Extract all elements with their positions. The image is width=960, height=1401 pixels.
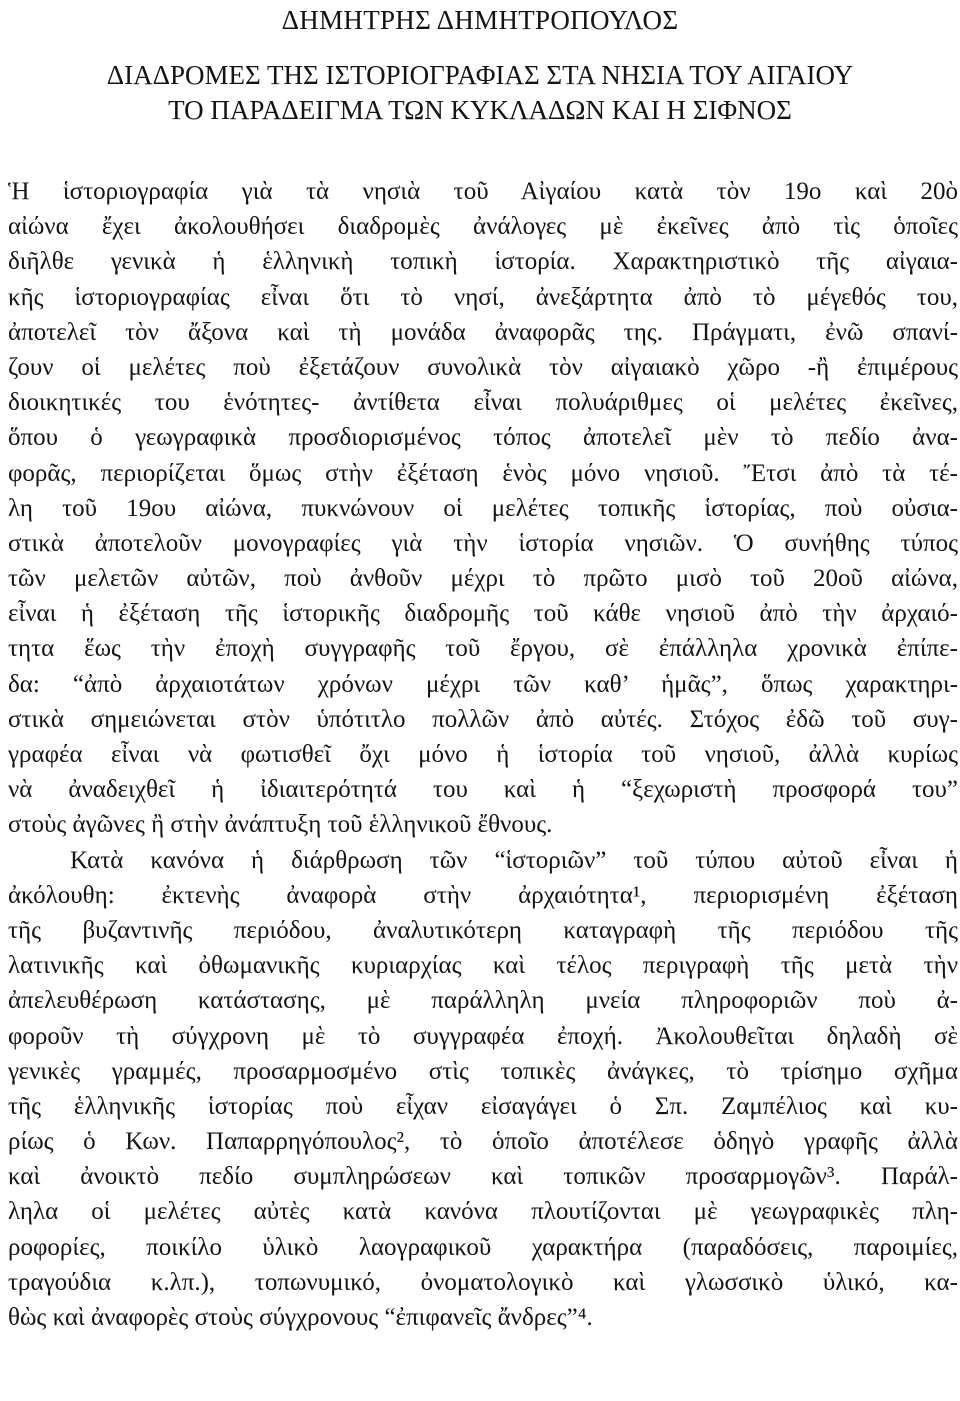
text-line: καὶ ἀνοικτὸ πεδίο συμπληρώσεων καὶ τοπικῶν προσαρμογῶν³. Παράλ-	[8, 1163, 958, 1191]
text-line: τῆς βυζαντινῆς περιόδου, ἀναλυτικότερη καταγραφὴ τῆς περιόδου τῆς	[8, 916, 958, 944]
text-line: κῆς ἱστοριογραφίας εἶναι ὅτι τὸ νησί, ἀνεξάρτητα ἀπὸ τὸ μέγεθός του,	[8, 283, 958, 311]
text-line: στικὰ ἀποτελοῦν μονογραφίες γιὰ τὴν ἱστορία νησιῶν. Ὁ συνήθης τύπος	[8, 529, 958, 557]
text-line: δα: “ἀπὸ ἀρχαιοτάτων χρόνων μέχρι τῶν καθ’ ἡμᾶς”, ὅπως χαρακτηρι-	[8, 670, 958, 698]
text-line: στικὰ σημειώνεται στὸν ὑπότιτλο πολλῶν ἀπὸ αὐτές. Στόχος ἐδῶ τοῦ συγ-	[8, 705, 958, 733]
text-line: λη τοῦ 19ου αἰώνα, πυκνώνουν οἱ μελέτες τοπικῆς ἱστορίας, ποὺ οὐσια-	[8, 494, 958, 522]
text-line: φορᾶς, περιορίζεται ὅμως στὴν ἐξέταση ἑνὸς μόνο νησιοῦ. Ἔτσι ἀπὸ τὰ τέ-	[8, 459, 958, 487]
text-line: τητα ἕως τὴν ἐποχὴ συγγραφῆς τοῦ ἔργου, σὲ ἐπάλληλα χρονικὰ ἐπίπε-	[8, 635, 958, 663]
author-name: ΔΗΜΗΤΡΗΣ ΔΗΜΗΤΡΟΠΟΥΛΟΣ	[281, 5, 679, 35]
text-line: φοροῦν τὴ σύγχρονη μὲ τὸ συγγραφέα ἐποχή. Ἀκολουθεῖται δηλαδὴ σὲ	[8, 1022, 958, 1050]
text-line: στοὺς ἀγῶνες ἢ στὴν ἀνάπτυξη τοῦ ἑλληνικοῦ ἔθνους.	[8, 811, 553, 839]
text-line: γενικὲς γραμμές, προσαρμοσμένο στὶς τοπικὲς ἀνάγκες, τὸ τρίσημο σχῆμα	[8, 1057, 958, 1085]
text-line: νὰ ἀναδειχθεῖ ἡ ἰδιαιτερότητά του καὶ ἡ “ξεχωριστὴ προσφορά του”	[8, 776, 958, 804]
text-line: διῆλθε γενικὰ ἡ ἑλληνικὴ τοπικὴ ἱστορία. Χαρακτηριστικὸ τῆς αἰγαια-	[8, 248, 958, 276]
text-line: ἀκόλουθη: ἐκτενὴς ἀναφορὰ στὴν ἀρχαιότητα¹, περιορισμένη ἐξέταση	[8, 881, 958, 909]
text-line: ὅπου ὁ γεωγραφικὰ προσδιορισμένος τόπος ἀποτελεῖ μὲν τὸ πεδίο ἀνα-	[8, 424, 958, 452]
text-line: ἀποτελεῖ τὸν ἄξονα καὶ τὴ μονάδα ἀναφορᾶς της. Πράγματι, ἐνῶ σπανί-	[8, 318, 958, 346]
title-line-2: ΤΟ ΠΑΡΑΔΕΙΓΜΑ ΤΩΝ ΚΥΚΛΑΔΩΝ ΚΑΙ Η ΣΙΦΝΟΣ	[168, 95, 792, 125]
text-line: Κατὰ κανόνα ἡ διάρθρωση τῶν “ἱστοριῶν” τοῦ τύπου αὐτοῦ εἶναι ἡ	[70, 846, 958, 874]
article-title	[0, 58, 960, 128]
text-line: γραφέα εἶναι νὰ φωτισθεῖ ὄχι μόνο ἡ ἱστορία τοῦ νησιοῦ, ἀλλὰ κυρίως	[8, 741, 958, 768]
text-line: ρίως ὁ Κων. Παπαρρηγόπουλος², τὸ ὁποῖο ἀποτέλεσε ὁδηγὸ γραφῆς ἀλλὰ	[8, 1128, 958, 1156]
text-line: τῆς ἑλληνικῆς ἱστορίας ποὺ εἶχαν εἰσαγάγει ὁ Σπ. Ζαμπέλιος καὶ κυ-	[8, 1092, 958, 1120]
body-text	[8, 174, 958, 1335]
text-line: εἶναι ἡ ἐξέταση τῆς ἱστορικῆς διαδρομῆς τοῦ κάθε νησιοῦ ἀπὸ τὴν ἀρχαιό-	[8, 600, 958, 628]
text-line: τραγούδια κ.λπ.), τοπωνυμικό, ὀνοματολογικὸ καὶ γλωσσικὸ ὑλικό, κα-	[8, 1268, 958, 1296]
text-line: ληλα οἱ μελέτες αὐτὲς κατὰ κανόνα πλουτίζονται μὲ γεωγραφικὲς πλη-	[8, 1198, 958, 1226]
text-line: ἀπελευθέρωση κατάστασης, μὲ παράλληλη μνεία πληροφοριῶν ποὺ ἀ-	[8, 987, 958, 1015]
text-line: αἰώνα ἔχει ἀκολουθήσει διαδρομὲς ἀνάλογες μὲ ἐκεῖνες ἀπὸ τὶς ὁποῖες	[8, 213, 958, 241]
text-line: τῶν μελετῶν αὐτῶν, ποὺ ἀνθοῦν μέχρι τὸ πρῶτο μισὸ τοῦ 20οῦ αἰώνα,	[8, 565, 958, 593]
text-line: θὼς καὶ ἀναφορὲς στοὺς σύγχρονους “ἐπιφανεῖς ἄνδρες”⁴.	[8, 1304, 593, 1331]
title-line-1: ΔΙΑΔΡΟΜΕΣ ΤΗΣ ΙΣΤΟΡΙΟΓΡΑΦΙΑΣ ΣΤΑ ΝΗΣΙΑ ΤΟΥ ΑΙΓΑΙΟΥ	[106, 60, 854, 90]
text-line: λατινικῆς καὶ ὀθωμανικῆς κυριαρχίας καὶ τέλος περιγραφὴ τῆς μετὰ τὴν	[8, 952, 958, 980]
text-line: διοικητικές του ἑνότητες- ἀντίθετα εἶναι πολυάριθμες οἱ μελέτες ἐκεῖνες,	[8, 389, 958, 417]
text-line: ζουν οἱ μελέτες ποὺ ἐξετάζουν συνολικὰ τὸν αἰγαιακὸ χῶρο -ἢ ἐπιμέρους	[8, 353, 958, 381]
text-line: ροφορίες, ποικίλο ὑλικὸ λαογραφικοῦ χαρακτήρα (παραδόσεις, παροιμίες,	[8, 1233, 958, 1261]
text-line: Ἡ ἱστοριογραφία γιὰ τὰ νησιὰ τοῦ Αἰγαίου κατὰ τὸν 19ο καὶ 20ὸ	[8, 178, 958, 205]
